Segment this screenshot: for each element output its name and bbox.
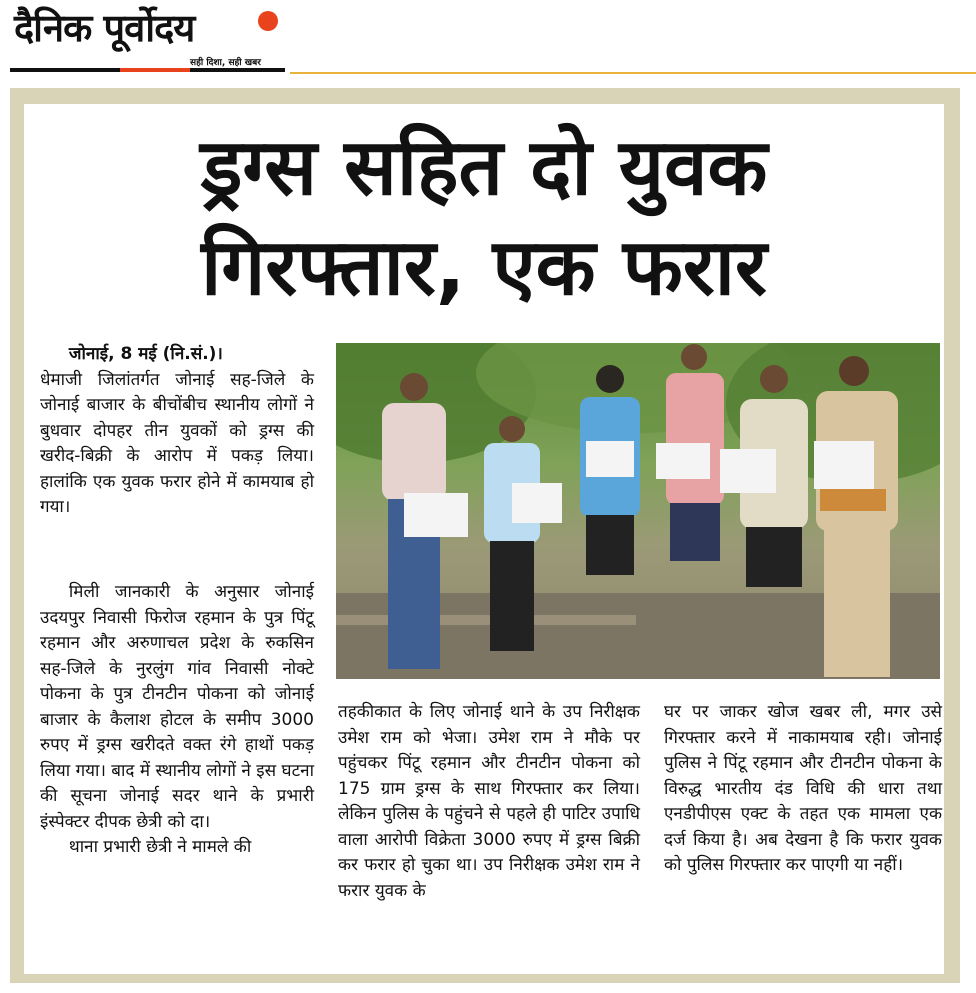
article-headline — [24, 118, 944, 318]
masthead — [0, 0, 976, 76]
paragraph-3: थाना प्रभारी छेत्री ने मामले की — [68, 837, 252, 857]
paragraph-1: धेमाजी जिलांतर्गत जोनाई सह-जिले के जोनाई बाजार के बीचोंबीच स्थानीय लोगों ने बुधवार दोपहर तीन युवकों को ड्रग्स की खरीद-बिक्री के आरोप में पकड़ लिया। हालांकि एक युवक फरार होने में कामयाब हो गया। — [40, 369, 314, 517]
column-3 — [664, 700, 942, 879]
column-1-top — [40, 342, 314, 521]
column-1-bottom — [40, 580, 314, 861]
paragraph-2: मिली जानकारी के अनुसार जोनाई उदयपुर निवासी फिरोज रहमान के पुत्र पिंटू रहमान और अरुणाचल प्रदेश के रुकसिन सह-जिले के नुरलुंग गांव निवासी नोक्टे पोकना के पुत्र टीनटीन पोकना को जोनाई बाजार के कैलाश होटल के समीप 3000 रुपए में ड्रग्स खरीदते वक्त रंगे हाथों पकड़ लिया गया। बाद में स्थानीय लोगों ने इस घटना की सूचना जोनाई सदर थाने के प्रभारी इंस्पेक्टर दीपक छेत्री को दा। — [40, 582, 314, 832]
headline-line-2: गिरफ्तार, एक फरार — [201, 223, 767, 313]
person-6-police — [816, 356, 898, 677]
person-2 — [484, 416, 540, 651]
photo-illustration — [336, 343, 940, 679]
newspaper-logo[interactable]: दैनिक पूर्वोदय — [14, 6, 195, 50]
masthead-rule — [290, 72, 976, 74]
logo-dot-icon — [258, 11, 278, 31]
news-photo — [336, 343, 940, 679]
logo-underline-accent — [120, 68, 190, 72]
headline-line-1: ड्रग्स सहित दो युवक — [200, 123, 768, 213]
dateline: जोनाई, 8 मई (नि.सं.)। — [68, 344, 223, 364]
paragraph-4: तहकीकात के लिए जोनाई थाने के उप निरीक्षक उमेश राम को भेजा। उमेश राम ने मौके पर पहुंचकर पिंटू रहमान और टीनटीन पोकना को 175 ग्राम ड्रग्स के साथ गिरफ्तार कर लिया। लेकिन पुलिस के पहुंचने से पहले ही पाटिर उपाधि वाला आरोपी विक्रेता 3000 रुपए में ड्रग्स बिक्री कर फरार हो चुका था। उप निरीक्षक उमेश राम ने फरार युवक के — [338, 702, 640, 901]
column-2 — [338, 700, 640, 904]
paragraph-5: घर पर जाकर खोज खबर ली, मगर उसे गिरफ्तार करने में नाकामयाब रही। जोनाई पुलिस ने पिंटू रहमान और टीनटीन पोकना के विरुद्ध भारतीय दंड विधि की धारा तथा एनडीपीएस एक्ट के तहत एक मामला एक दर्ज किया है। अब देखना है कि फरार युवक को पुलिस गिरफ्तार कर पाएगी या नहीं। — [664, 702, 942, 875]
tagline: सही दिशा, सही खबर — [190, 58, 261, 68]
